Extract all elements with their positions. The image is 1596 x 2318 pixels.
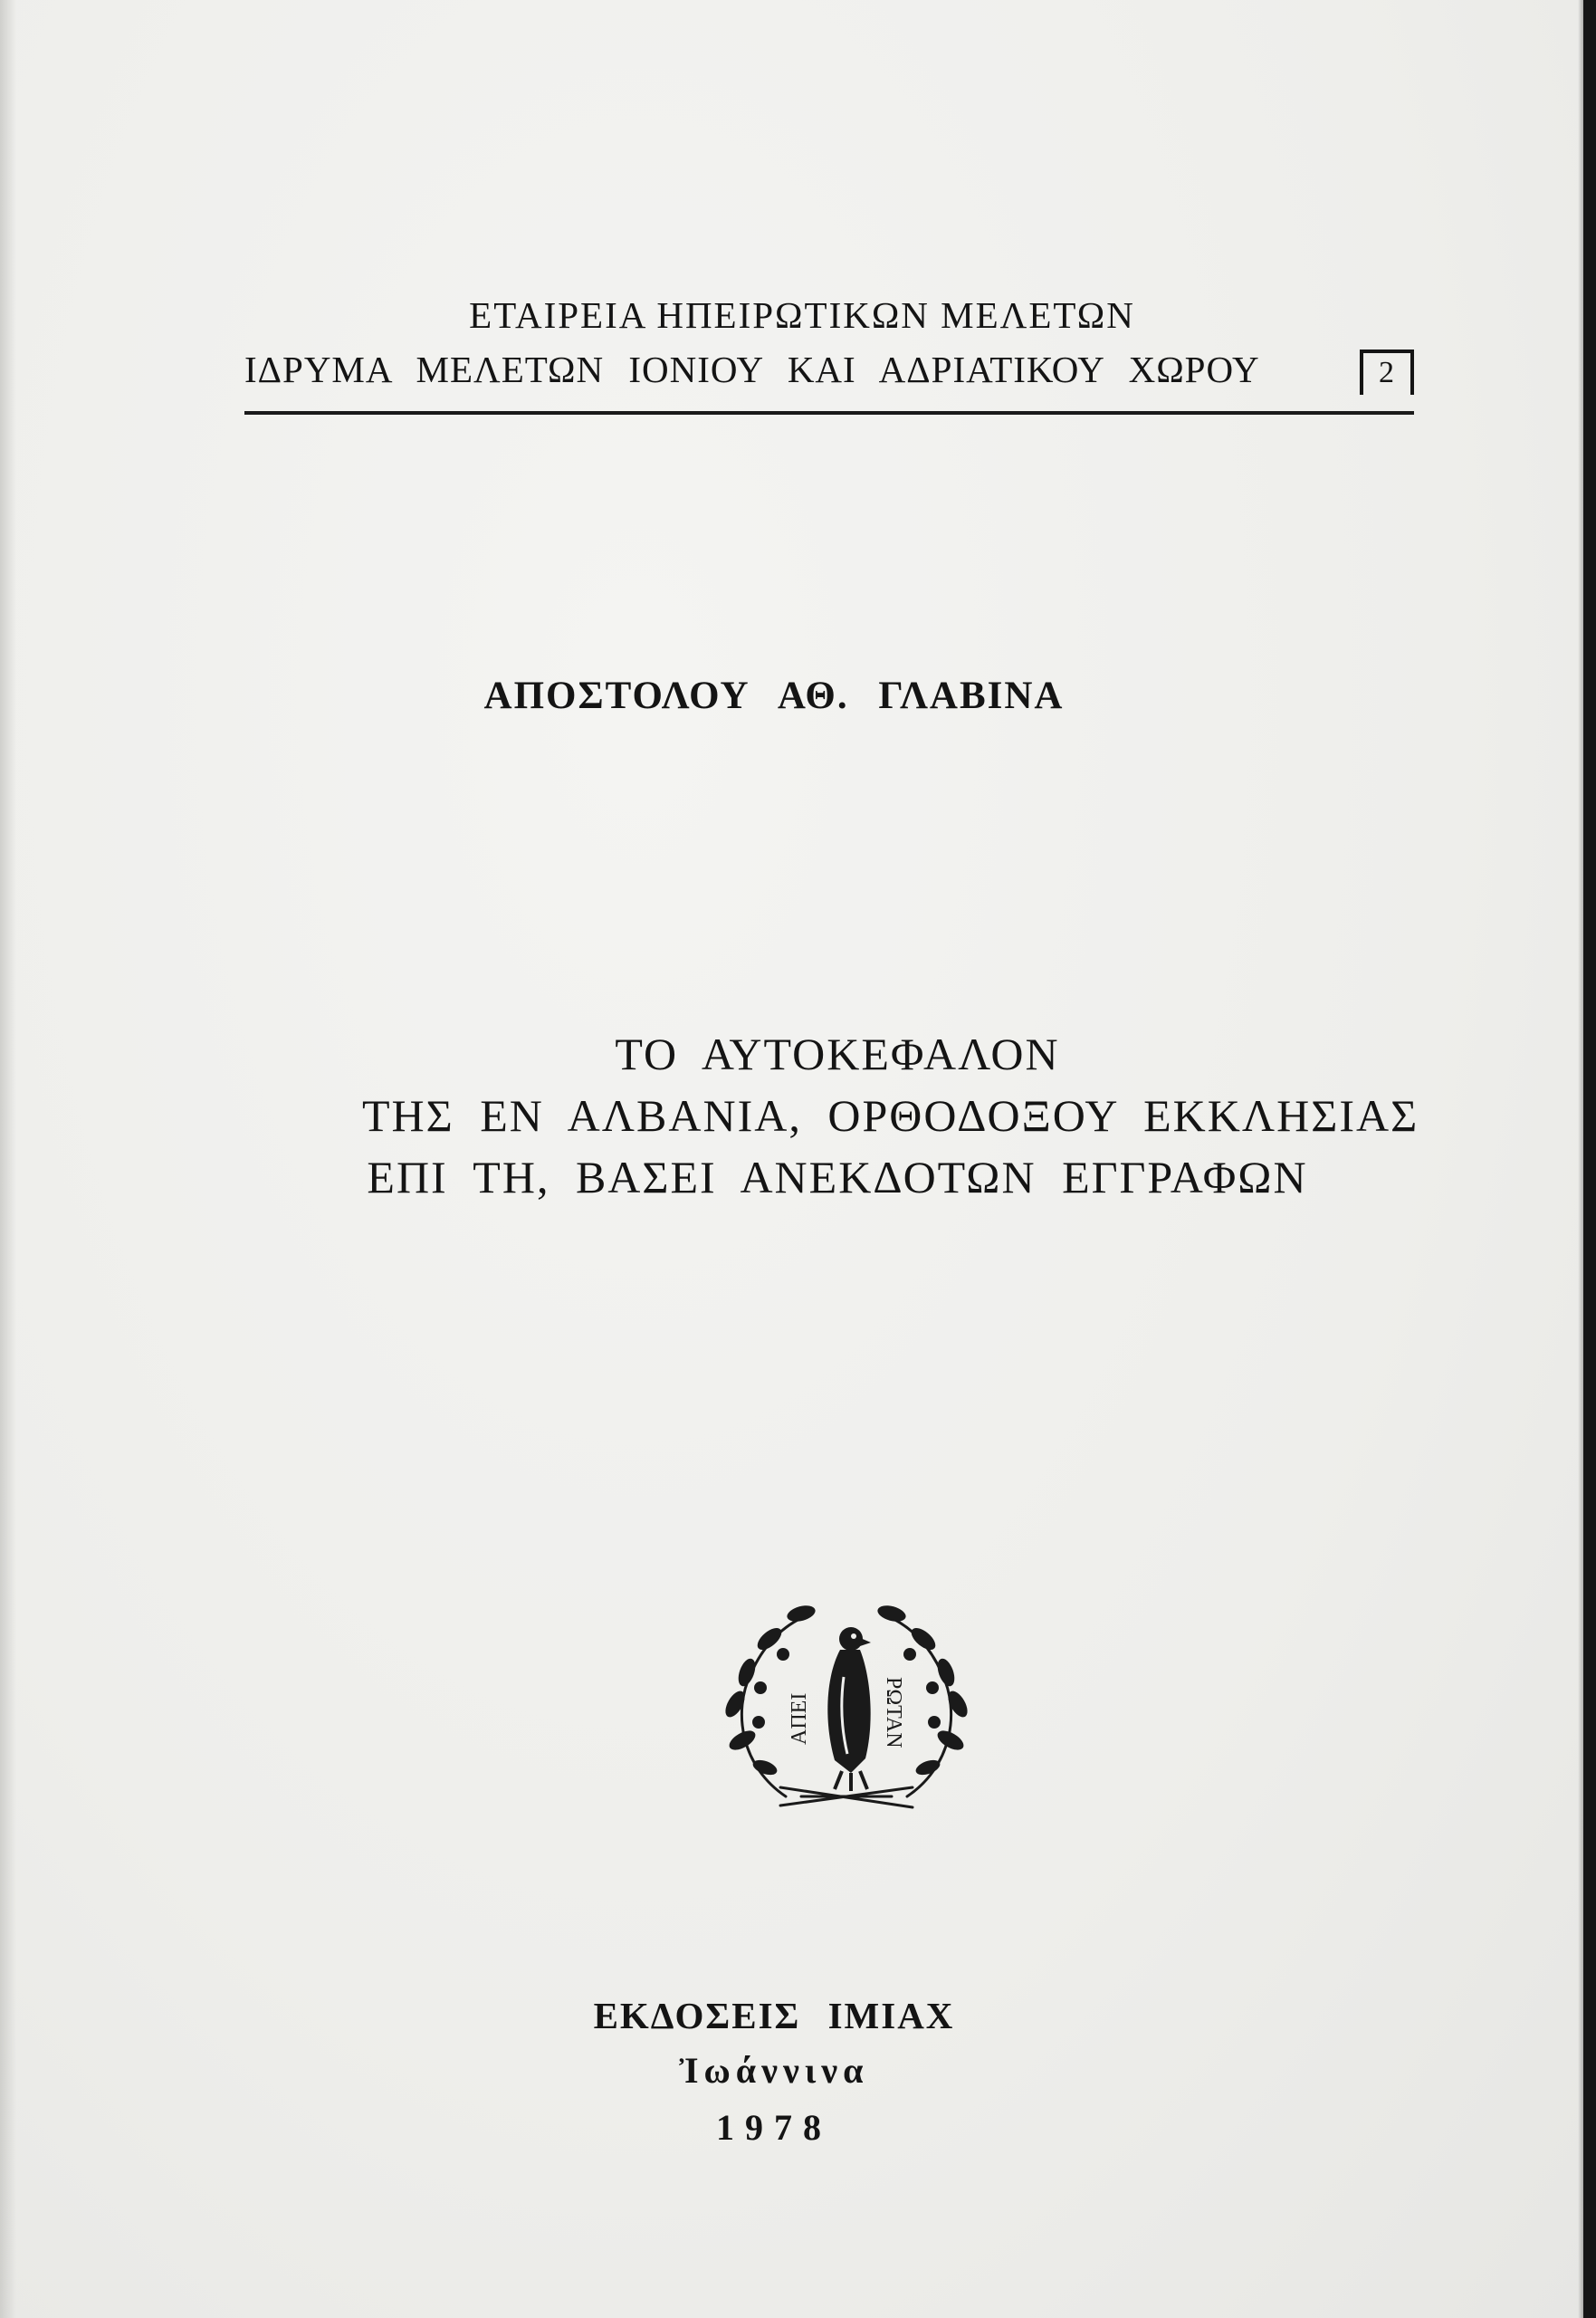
publication-year: 1978 [716,2107,832,2148]
series-society: ΕΤΑΙΡΕΙΑ ΗΠΕΙΡΩΤΙΚΩΝ ΜΕΛΕΤΩΝ [469,294,1135,336]
place-of-publication: Ἰωάννινα [679,2050,869,2091]
emblem-inscription-right: ΡΩΤΑΝ [882,1677,905,1748]
author-name: ΑΠΟΣΤΟΛΟΥ ΑΘ. ΓΛΑΒΙΝΑ [483,675,1065,717]
series-institute: ΙΔΡΥΜΑ ΜΕΛΕΤΩΝ ΙΟΝΙΟΥ ΚΑΙ ΑΔΡΙΑΤΙΚΟΥ ΧΩΡΟΥ [244,349,1260,390]
title-line-1: ΤΟ ΑΥΤΟΚΕΦΑΛΟΝ [615,1029,1060,1079]
series-rule [244,411,1414,415]
title-line-2: ΤΗΣ ΕΝ ΑΛΒΑΝΙΑ, ΟΡΘΟΔΟΞΟΥ ΕΚΚΛΗΣΙΑΣ [362,1090,1419,1141]
series-header [244,288,1414,397]
emblem-inscription-left: ΑΠΕΙ [788,1692,811,1745]
page-right-edge [1583,0,1596,2318]
eagle-wreath-emblem-icon [715,1586,978,1831]
book-title [362,1023,1419,1208]
page-left-edge [0,0,16,2318]
title-line-3: ΕΠΙ ΤΗ, ΒΑΣΕΙ ΑΝΕΚΔΟΤΩΝ ΕΓΓΡΑΦΩΝ [367,1152,1308,1202]
publisher: ΕΚΔΟΣΕΙΣ ΙΜΙΑΧ [593,1995,955,2036]
series-institute-row [244,342,1414,397]
series-number-badge: 2 [1360,350,1414,395]
imprint [0,1990,1548,2153]
